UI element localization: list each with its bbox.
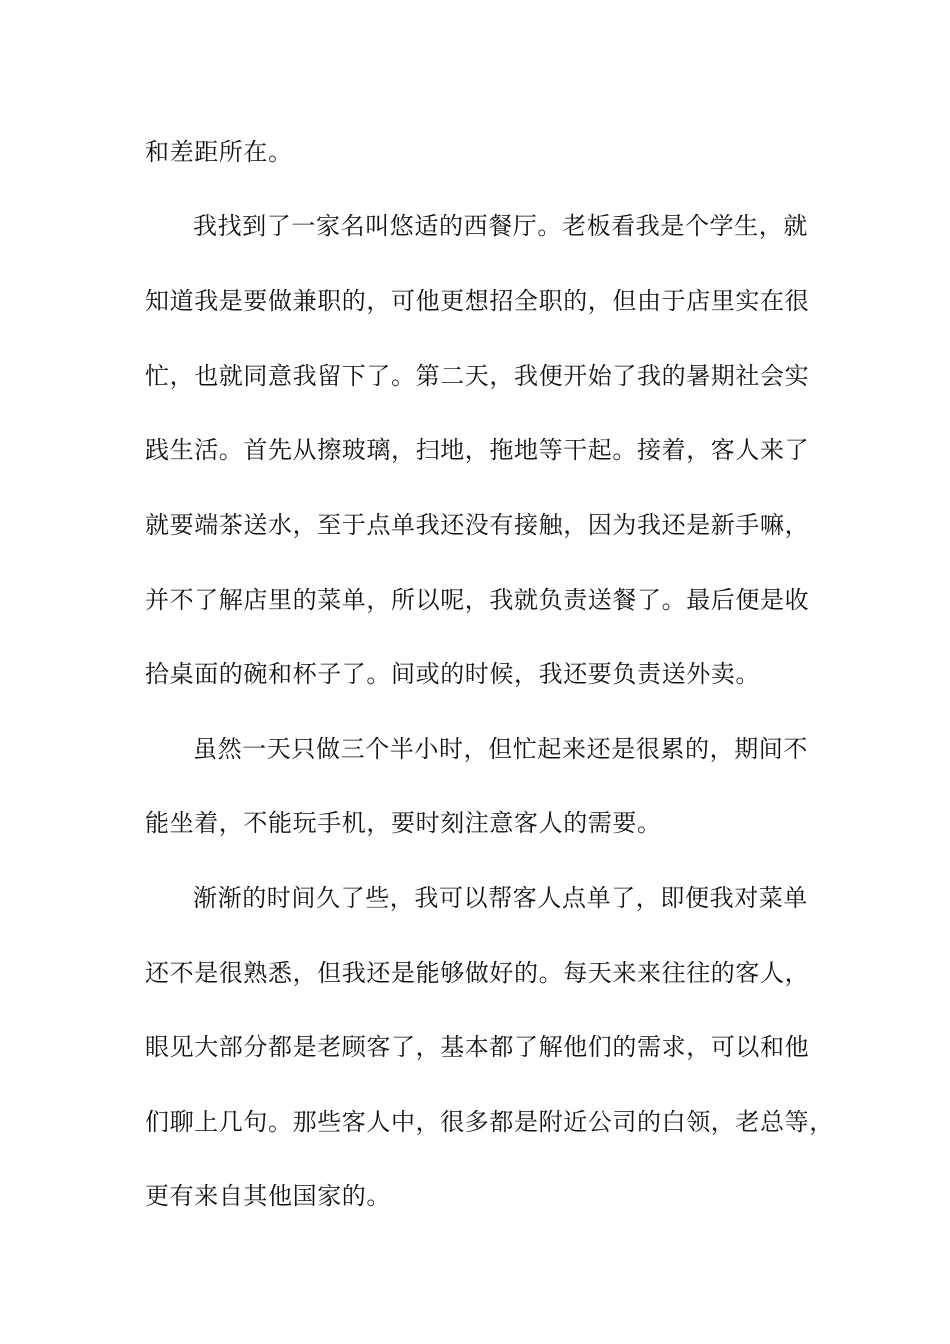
text-line: 还不是很熟悉，但我还是能够做好的。每天来来往往的客人， bbox=[145, 959, 810, 987]
text-line: 知道我是要做兼职的，可他更想招全职的，但由于店里实在很 bbox=[145, 287, 810, 315]
text-line: 更有来自其他国家的。 bbox=[145, 1182, 391, 1210]
text-line: 就要端茶送水，至于点单我还没有接触，因为我还是新手嘛， bbox=[145, 511, 810, 539]
paragraph-first-line: 我找到了一家名叫悠适的西餐厅。老板看我是个学生，就 bbox=[193, 212, 808, 240]
paragraph-first-line: 虽然一天只做三个半小时，但忙起来还是很累的，期间不 bbox=[193, 735, 808, 763]
text-line: 和差距所在。 bbox=[145, 138, 293, 166]
text-line: 忙，也就同意我留下了。第二天，我便开始了我的暑期社会实 bbox=[145, 362, 810, 390]
text-line: 眼见大部分都是老顾客了，基本都了解他们的需求，可以和他 bbox=[145, 1033, 810, 1061]
text-line: 们聊上几句。那些客人中，很多都是附近公司的白领，老总等， bbox=[145, 1108, 834, 1136]
text-line: 能坐着，不能玩手机，要时刻注意客人的需要。 bbox=[145, 809, 662, 837]
text-line: 拾桌面的碗和杯子了。间或的时候，我还要负责送外卖。 bbox=[145, 660, 760, 688]
text-line: 并不了解店里的菜单，所以呢，我就负责送餐了。最后便是收 bbox=[145, 586, 810, 614]
text-line: 践生活。首先从擦玻璃，扫地，拖地等干起。接着，客人来了 bbox=[145, 436, 810, 464]
paragraph-first-line: 渐渐的时间久了些，我可以帮客人点单了，即便我对菜单 bbox=[193, 884, 808, 912]
